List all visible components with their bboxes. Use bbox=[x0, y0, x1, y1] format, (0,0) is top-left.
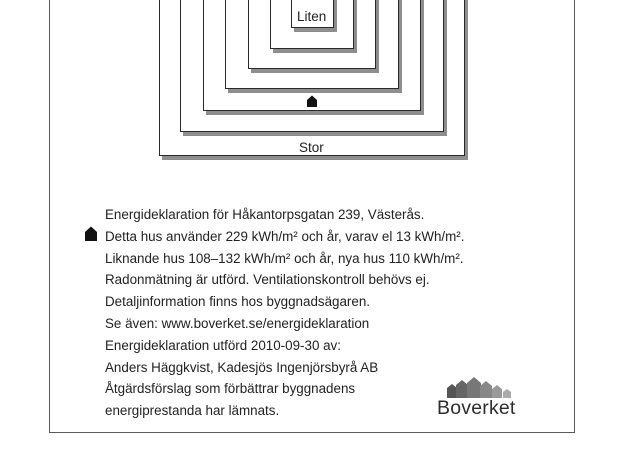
house-icon bbox=[84, 226, 98, 241]
declaration-line: Energideklaration för Håkantorpsgatan 239, Västerås. bbox=[105, 207, 425, 222]
declaration-line: Anders Häggkvist, Kadesjös Ingenjörsbyrå AB bbox=[105, 359, 379, 375]
declaration-text bbox=[105, 204, 464, 422]
declaration-line: Åtgärdsförslag som förbättrar byggnadens bbox=[105, 381, 356, 397]
scale-label-small: Liten bbox=[297, 9, 327, 24]
rooftops-logo-icon bbox=[437, 376, 519, 398]
declaration-line: Radonmätning är utförd. Ventilationskontroll behövs ej. bbox=[105, 272, 430, 288]
house-icon bbox=[306, 95, 318, 107]
declaration-line: Liknande hus 108–132 kWh/m² och år, nya hus 110 kWh/m². bbox=[105, 250, 464, 266]
declaration-line: energiprestanda har lämnats. bbox=[105, 403, 280, 419]
declaration-line: Detta hus använder 229 kWh/m² och år, varav el 13 kWh/m². bbox=[105, 228, 465, 244]
scale-label-large: Stor bbox=[299, 140, 324, 155]
declaration-line: Energideklaration utförd 2010-09-30 av: bbox=[105, 337, 341, 353]
logo-text: Boverket bbox=[437, 397, 516, 419]
declaration-line: Detaljinformation finns hos byggnadsägaren. bbox=[105, 294, 371, 310]
declaration-line: Se även: www.boverket.se/energideklaration bbox=[105, 315, 370, 331]
boverket-logo bbox=[437, 376, 519, 420]
